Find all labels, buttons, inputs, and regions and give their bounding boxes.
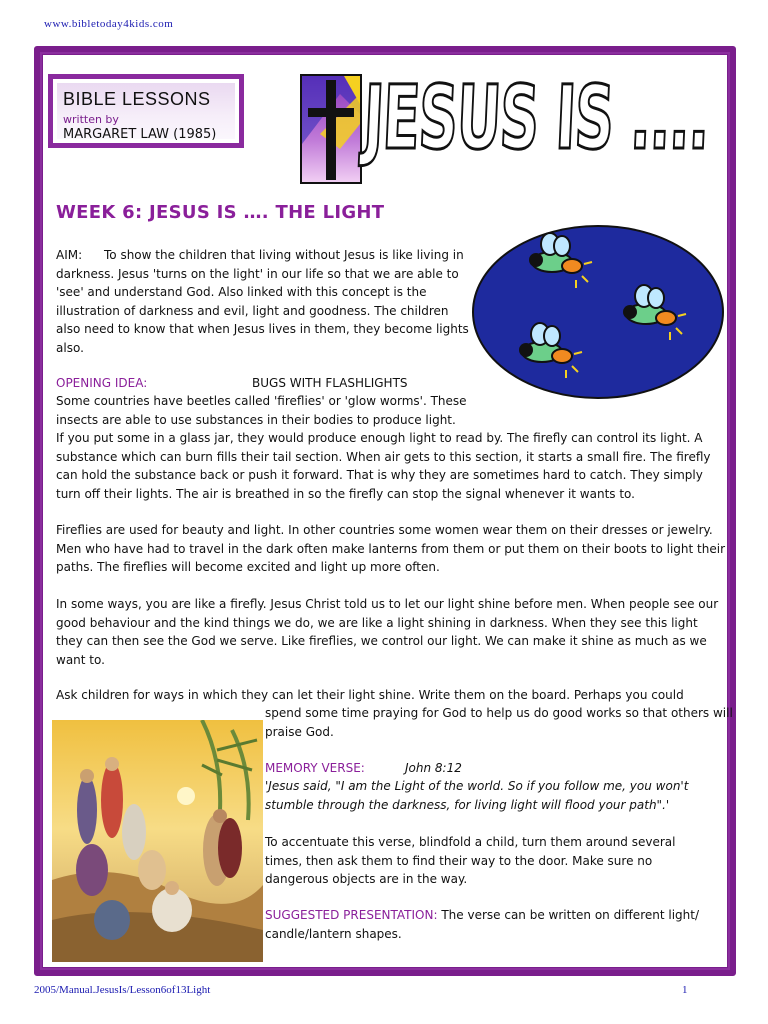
- week-heading: WEEK 6: JESUS IS …. THE LIGHT: [56, 202, 385, 223]
- paragraph-fireflies-uses: Fireflies are used for beauty and light. In other countries some women wear them on their dresses or jewelry. Men who have had to travel in the dark often make lanterns from them or put them on their boots to light their paths. The fireflies will become excited and light up more often.: [56, 523, 726, 574]
- website-url[interactable]: www.bibletoday4kids.com: [44, 18, 174, 30]
- paragraph-fireflies-intro: Some countries have beetles called 'fireflies' or 'glow worms'. These insects are able to use substances in their bodies to produce light.: [56, 394, 467, 427]
- author-name: MARGARET LAW (1985): [63, 127, 217, 142]
- presentation-label: SUGGESTED PRESENTATION:: [265, 908, 438, 922]
- aim-paragraph: [56, 246, 476, 357]
- memory-verse-heading: [265, 759, 565, 778]
- page-number: 1: [682, 984, 688, 996]
- presentation-text: The verse can be written on different light/ candle/lantern shapes.: [265, 908, 700, 941]
- paragraph-like-firefly: In some ways, you are like a firefly. Jesus Christ told us to let our light shine before men. When people see our good behaviour and the kind things we do, we are like a light shining in darkness. When they see this light they can then see the God we serve. Like fireflies, we control our light. We can make it shine as much as we want to.: [56, 597, 719, 667]
- cross-icon: [300, 74, 362, 184]
- written-by-label: written by: [63, 113, 119, 126]
- series-title: BIBLE LESSONS: [63, 89, 211, 109]
- accentuate-paragraph: To accentuate this verse, blindfold a child, turn them around several times, then ask them to find their way to the door. Make sure no dangerous objects are in the way.: [265, 835, 676, 886]
- aim-text: To show the children that living without Jesus is like living in darkness. Jesus 'turns on the light' in our life so that we are able to 'see' and understand God. Also linked with this concept is the illustration of darkness and evil, light and goodness. The children also need to know that when Jesus lives in them, they become lights also.: [56, 248, 469, 355]
- opening-idea: [56, 374, 476, 393]
- paragraph-praying: spend some time praying for God to help us do good works so that others will praise God.: [265, 706, 733, 739]
- memory-verse-label: MEMORY VERSE:: [265, 761, 365, 775]
- suggested-presentation: [265, 906, 705, 943]
- paragraph-fireflies-detail: If you put some in a glass jar, they would produce enough light to read by. The firefly can control its light. A substance which can burn fills their tail section. When air gets to this section, it starts a small fire. The firefly can hold the substance back or push it forward. That is why they are sometimes hard to catch. They simply turn off their lights. The air is breathed in so the firefly can stop the signal whenever it wants to.: [56, 431, 711, 501]
- series-box: [48, 74, 244, 148]
- memory-verse-reference: John 8:12: [405, 761, 462, 775]
- banner-title: JESUS IS ....: [361, 66, 711, 169]
- memory-verse-quote: 'Jesus said, "I am the Light of the world. So if you follow me, you won't stumble through the darkness, for living light will flood your path".': [265, 779, 689, 812]
- aim-label: AIM:: [56, 248, 83, 262]
- paragraph-ask-children: Ask children for ways in which they can let their light shine. Write them on the board. Perhaps you could: [56, 688, 684, 702]
- jesus-teaching-painting: [52, 720, 263, 962]
- opening-topic: BUGS WITH FLASHLIGHTS: [252, 376, 408, 390]
- fireflies-illustration: [470, 222, 726, 402]
- footer-file-path: 2005/Manual.JesusIs/Lesson6of13Light: [34, 984, 211, 996]
- opening-label: OPENING IDEA:: [56, 376, 148, 390]
- series-box-fill: [57, 83, 235, 142]
